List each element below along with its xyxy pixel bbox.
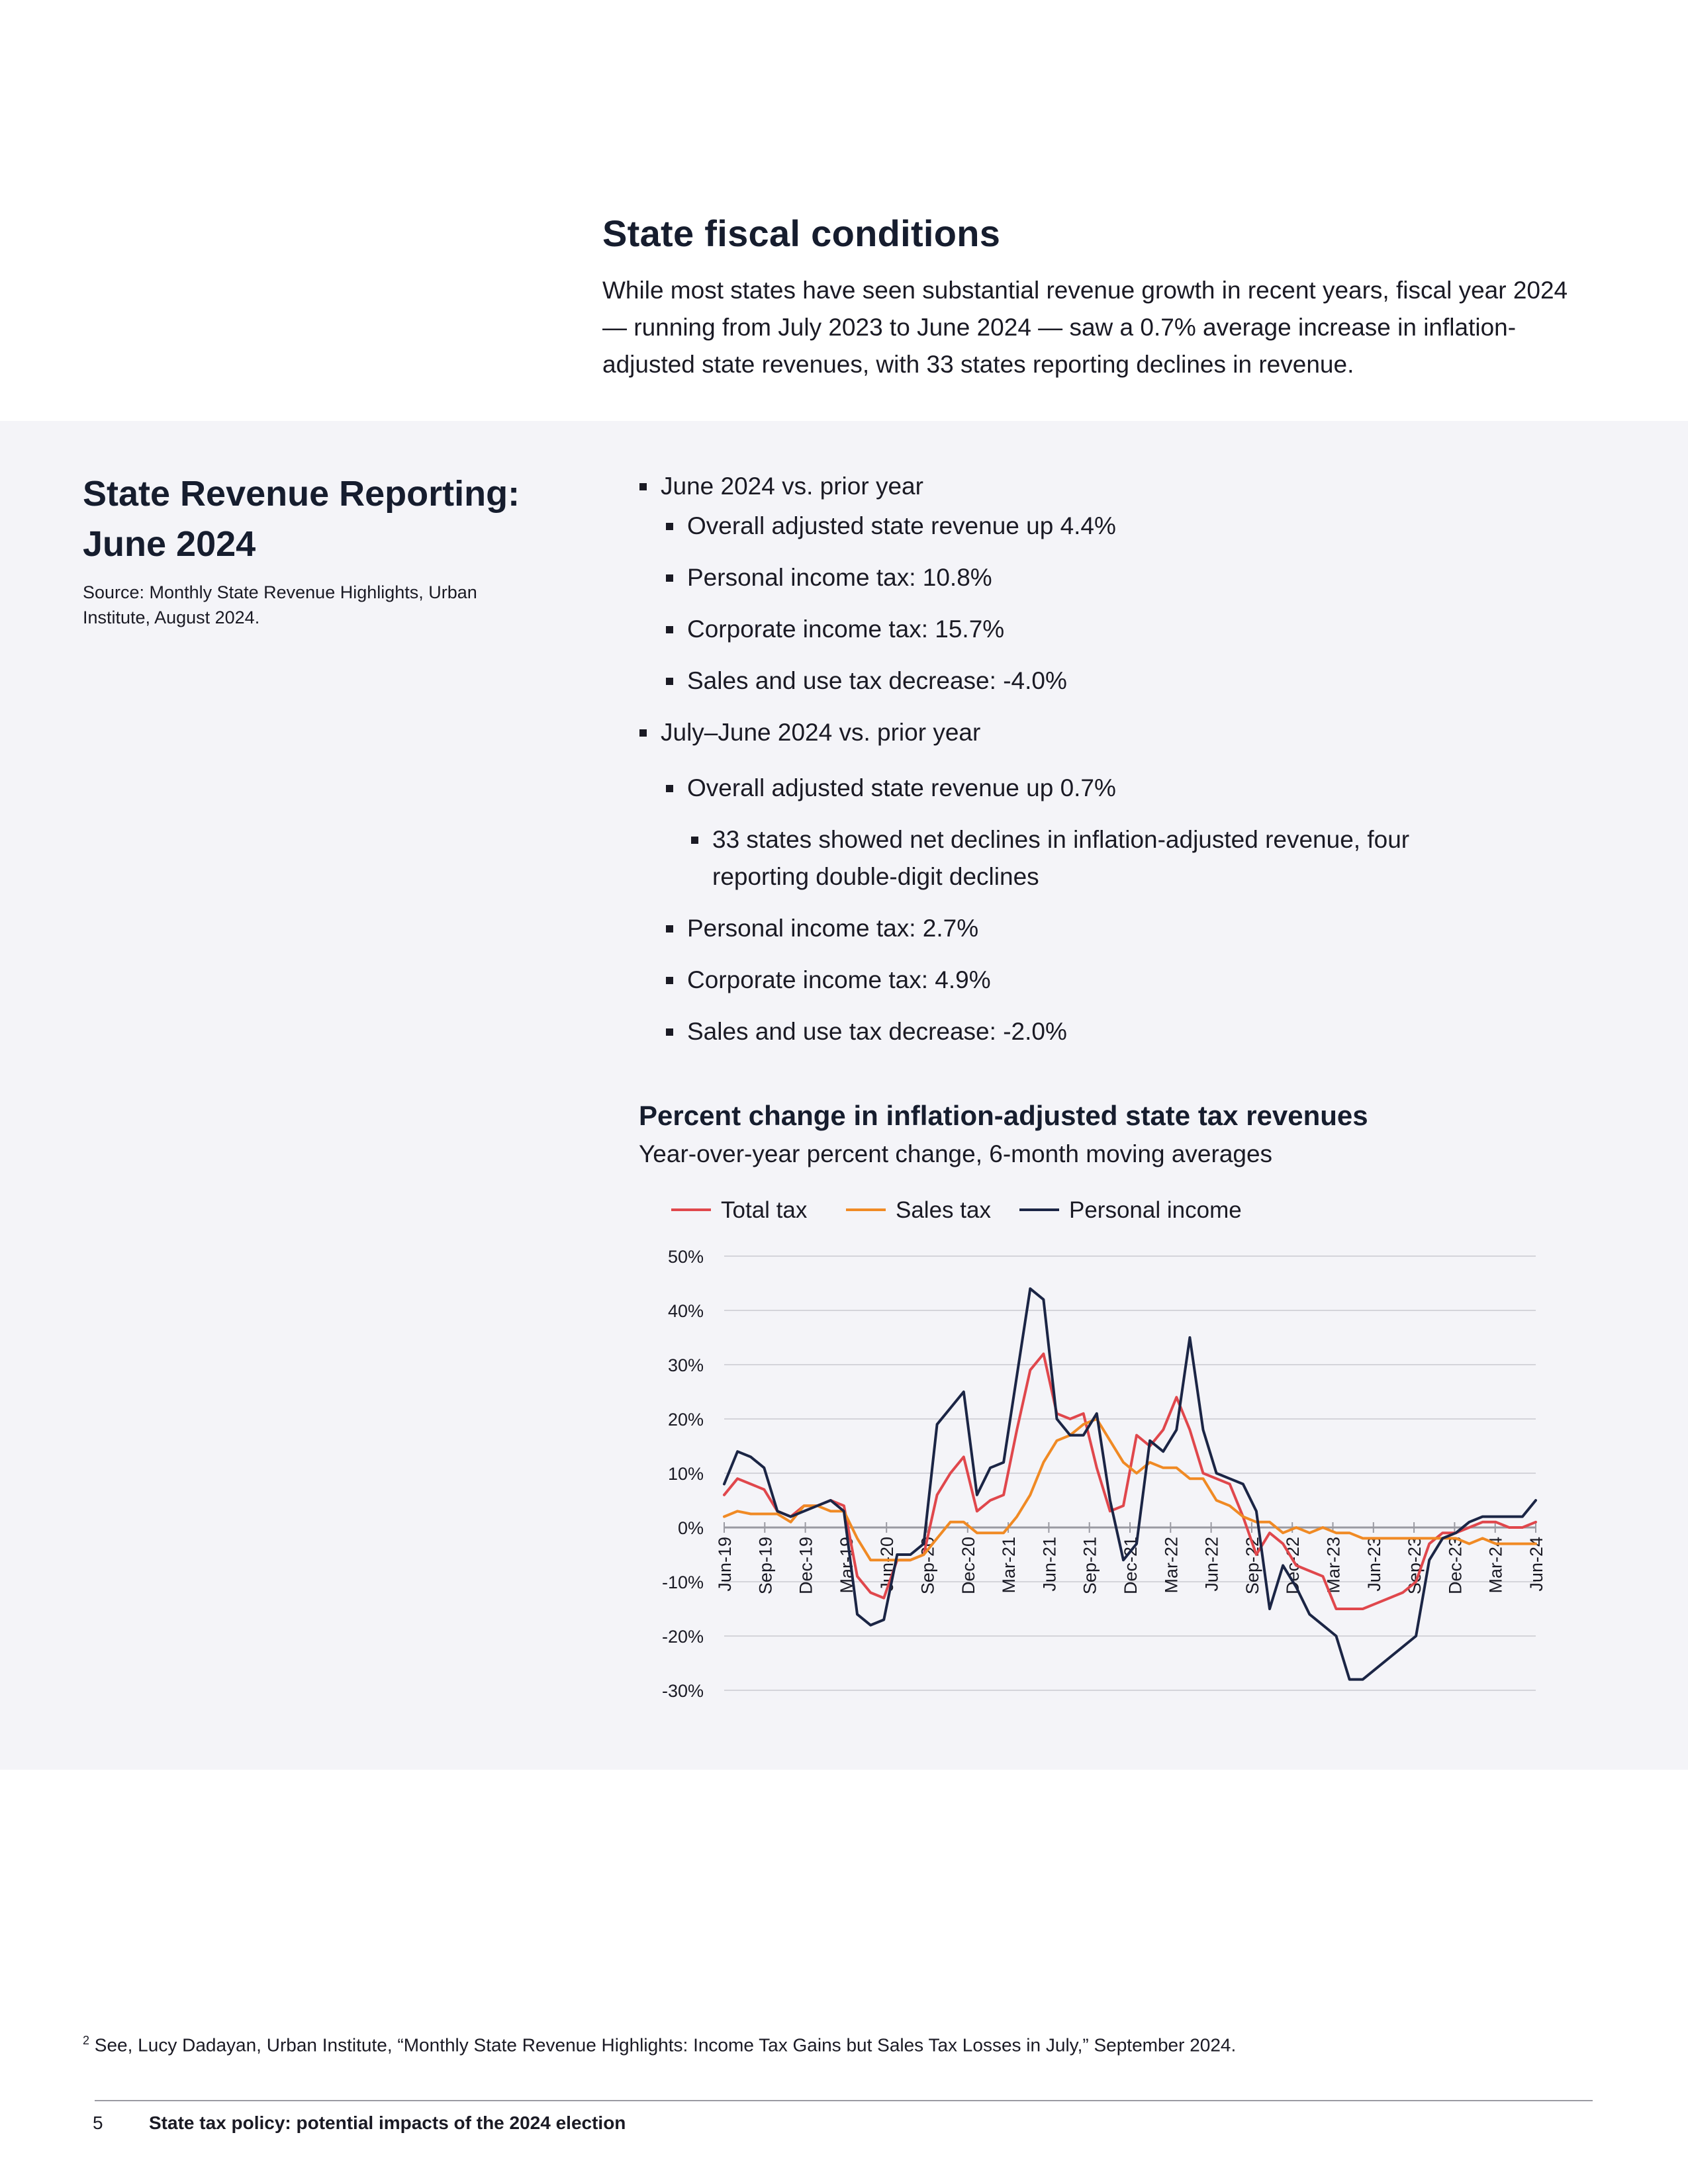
legend-item	[671, 1197, 808, 1223]
legend-item	[846, 1197, 991, 1223]
bullet-overall-fy: Overall adjusted state revenue up 0.7%	[687, 770, 1116, 807]
x-tick-label: Dec-23	[1445, 1537, 1466, 1595]
section-intro: While most states have seen substantial revenue growth in recent years, fiscal year 2024 — running from July 2023 to June 2024 — saw a 0.7% average increase in inflation-adjusted state revenues, with 33 states reporting declines in revenue.	[602, 277, 1568, 378]
y-tick-label: -30%	[661, 1681, 704, 1701]
x-tick-label: Dec-19	[796, 1537, 816, 1595]
footnote-marker: 2	[83, 2034, 90, 2047]
x-tick-label: Jun-22	[1201, 1537, 1222, 1592]
bullet-fiscal-year: July–June 2024 vs. prior year	[661, 714, 980, 751]
bullet-personal-june: Personal income tax: 10.8%	[687, 559, 992, 596]
chart-subtitle: Year-over-year percent change, 6-month moving averages	[639, 1140, 1273, 1167]
legend-label: Personal income	[1069, 1197, 1242, 1223]
bullet-june-2024: June 2024 vs. prior year	[661, 468, 923, 505]
x-tick-label: Mar-22	[1161, 1537, 1182, 1594]
y-tick-label: 30%	[667, 1355, 704, 1375]
y-tick-label: 20%	[667, 1410, 704, 1430]
bullet-sales-june: Sales and use tax decrease: -4.0%	[687, 662, 1067, 700]
bullet-personal-fy: Personal income tax: 2.7%	[687, 910, 978, 947]
x-tick-label: Mar-21	[999, 1537, 1019, 1594]
bullet-corporate-june: Corporate income tax: 15.7%	[687, 611, 1004, 648]
y-tick-label: 40%	[667, 1301, 704, 1321]
legend-label: Sales tax	[896, 1197, 991, 1223]
chart-title: Percent change in inflation-adjusted state tax revenues	[639, 1100, 1368, 1131]
x-tick-label: Jun-21	[1039, 1537, 1060, 1592]
y-tick-label: -10%	[661, 1572, 704, 1592]
footnote-text: See, Lucy Dadayan, Urban Institute, “Monthly State Revenue Highlights: Income Tax Gains but Sales Tax Losses in July,” September 2024.	[94, 2034, 1237, 2056]
bullet-sales-fy: Sales and use tax decrease: -2.0%	[687, 1013, 1067, 1050]
x-tick-label: Sep-21	[1080, 1537, 1100, 1595]
x-tick-label: Mar-24	[1485, 1537, 1506, 1594]
x-tick-label: Dec-22	[1283, 1537, 1303, 1595]
page-number: 5	[93, 2113, 103, 2133]
bullet-state-declines: 33 states showed net declines in inflation-adjusted revenue, four reporting double-digit declines	[712, 821, 1454, 895]
x-tick-label: Jun-19	[715, 1537, 735, 1592]
x-tick-label: Jun-20	[877, 1537, 898, 1592]
series-line-personal-income	[724, 1289, 1536, 1679]
legend-label: Total tax	[721, 1197, 808, 1223]
footer-divider	[95, 2100, 1593, 2101]
x-tick-label: Sep-20	[917, 1537, 938, 1595]
x-tick-label: Mar-23	[1323, 1537, 1344, 1594]
x-tick-label: Sep-19	[755, 1537, 776, 1595]
sidebar-source: Source: Monthly State Revenue Highlights, Urban Institute, August 2024.	[83, 582, 477, 627]
bullet-corporate-fy: Corporate income tax: 4.9%	[687, 962, 991, 999]
footer-title: State tax policy: potential impacts of the 2024 election	[149, 2113, 626, 2133]
x-tick-label: Jun-24	[1526, 1537, 1546, 1592]
x-tick-label: Dec-21	[1121, 1537, 1141, 1595]
y-tick-label: 0%	[677, 1518, 704, 1538]
x-tick-label: Sep-23	[1405, 1537, 1425, 1595]
x-tick-label: Mar-19	[836, 1537, 857, 1594]
x-tick-label: Jun-23	[1364, 1537, 1384, 1592]
y-tick-label: 10%	[667, 1464, 704, 1484]
x-tick-label: Dec-20	[958, 1537, 978, 1595]
sidebar-title: State Revenue Reporting: June 2024	[83, 474, 520, 564]
section-title: State fiscal conditions	[602, 212, 1001, 254]
y-tick-label: -20%	[661, 1627, 704, 1647]
legend-item	[1019, 1197, 1242, 1223]
footnote	[83, 2034, 1236, 2056]
bullet-overall-june: Overall adjusted state revenue up 4.4%	[687, 508, 1116, 545]
x-tick-label: Sep-22	[1242, 1537, 1262, 1595]
y-tick-label: 50%	[667, 1247, 704, 1267]
